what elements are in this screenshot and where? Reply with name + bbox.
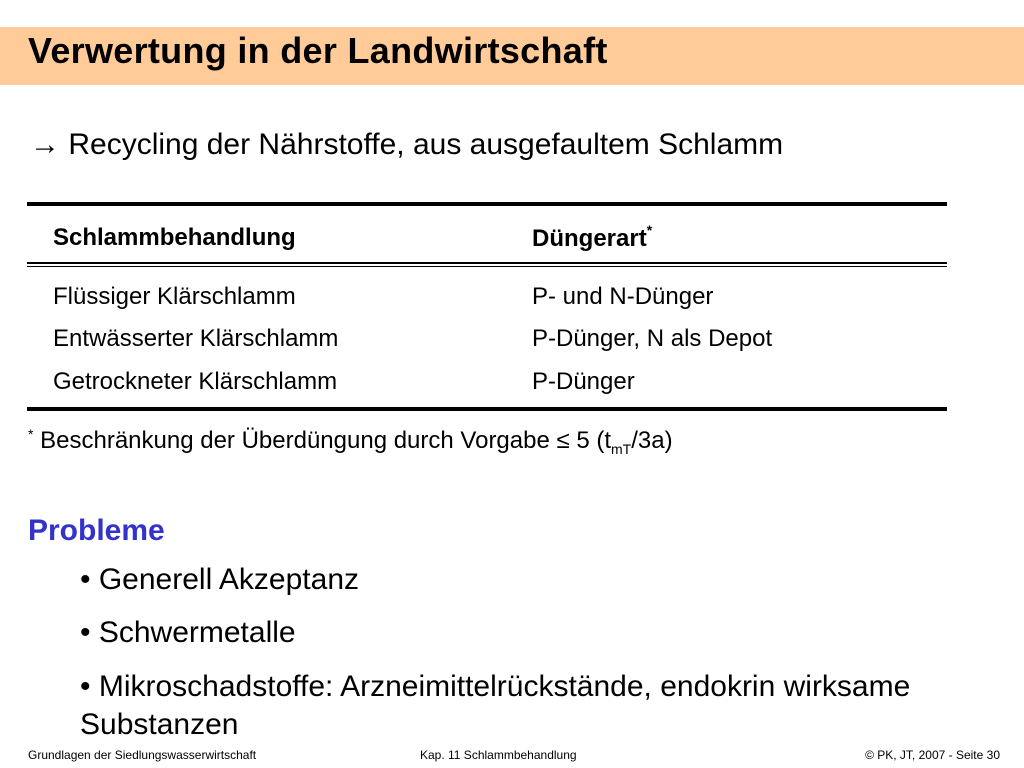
problem-item: • Schwermetalle [80, 616, 296, 649]
table-row-1-treatment: Flüssiger Klärschlamm [53, 283, 296, 310]
table-row-2-treatment: Entwässerter Klärschlamm [53, 325, 339, 352]
table-header-fertilizer: Düngerart* [532, 222, 653, 252]
problem-item: • Mikroschadstoffe: Arzneimittelrückstände, endokrin wirksame Substanzen [80, 670, 911, 741]
table-header-treatment: Schlammbehandlung [53, 224, 296, 251]
footer-course: Grundlagen der Siedlungswasserwirtschaft [28, 748, 257, 762]
arrow-right-icon: → [30, 128, 60, 161]
slide-title: Verwertung in der Landwirtschaft [28, 30, 608, 71]
footer-chapter: Kap. 11 Schlammbehandlung [420, 748, 577, 762]
subtitle [30, 128, 783, 162]
header-asterisk: * [646, 222, 653, 238]
subtitle-text: Recycling der Nährstoffe, aus ausgefaultem Schlamm [68, 128, 784, 161]
problem-item: • Generell Akzeptanz [80, 563, 359, 596]
table-rule-header-double [27, 266, 947, 267]
table-rule-header [27, 262, 947, 264]
footer-page: © PK, JT, 2007 - Seite 30 [865, 748, 1000, 762]
table-rule-top [27, 202, 947, 206]
problems-heading: Probleme [28, 514, 165, 547]
table-row-2-fertilizer: P-Dünger, N als Depot [532, 325, 773, 352]
table-row-3-fertilizer: P-Dünger [532, 368, 635, 395]
footnote: * Beschränkung der Überdüngung durch Vorgabe ≤ 5 $(t_{mT}/3a)$ [28, 426, 673, 457]
footnote-asterisk: * [28, 426, 34, 442]
table-rule-bottom [27, 407, 947, 411]
table-row-1-fertilizer: P- und N-Dünger [532, 283, 714, 310]
table-row-3-treatment: Getrockneter Klärschlamm [53, 368, 338, 395]
